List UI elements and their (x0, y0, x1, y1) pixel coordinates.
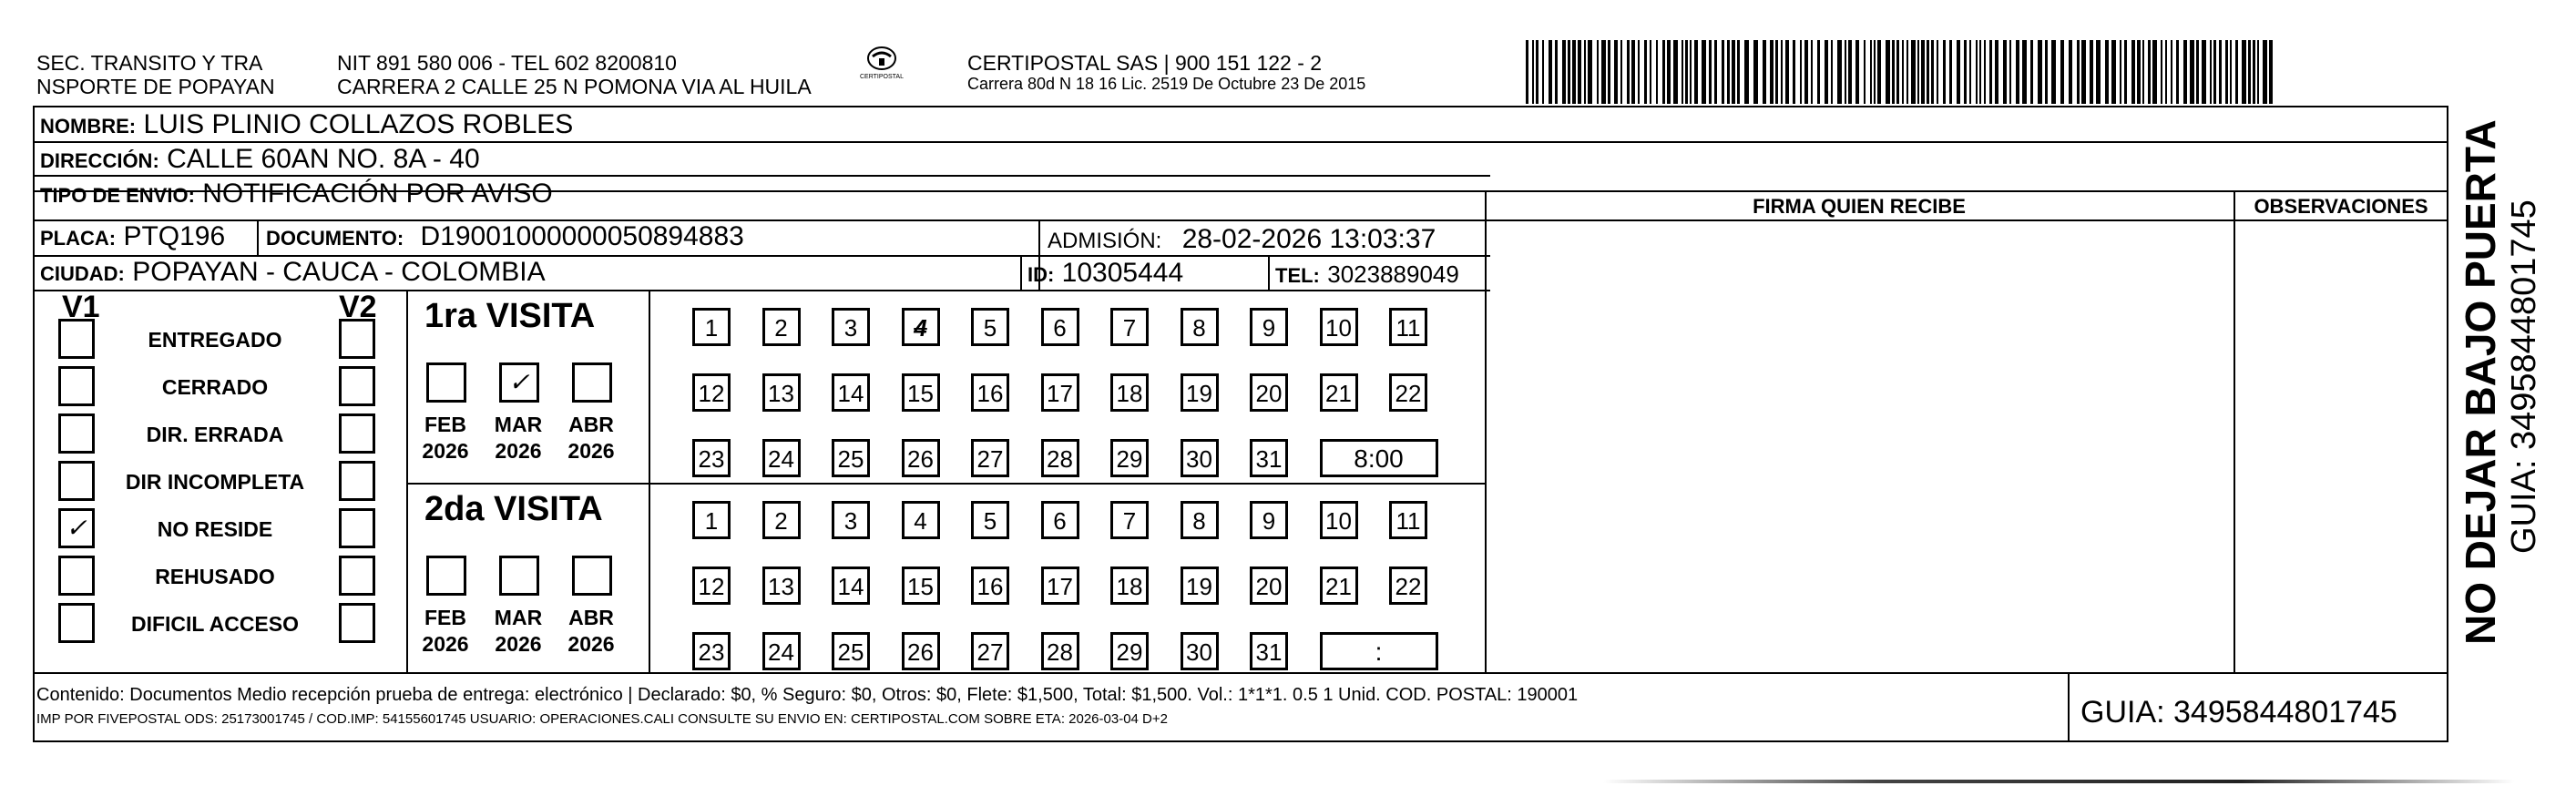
visit1-day-box[interactable]: 14 (832, 373, 870, 412)
name-field (40, 111, 573, 138)
visit1-day-box[interactable]: 5 (971, 308, 1009, 346)
tel-value: 3023889049 (1327, 260, 1459, 288)
v2-checkbox-2[interactable] (339, 366, 375, 406)
tear-edge (1603, 780, 2514, 783)
visit2-month-label (414, 605, 477, 658)
visit2-day-box[interactable]: 13 (762, 567, 801, 605)
v2-checkbox-1[interactable] (339, 319, 375, 359)
type-value: NOTIFICACIÓN POR AVISO (202, 179, 553, 209)
visit1-day-box[interactable]: 21 (1320, 373, 1358, 412)
address-label: DIRECCIÓN: (40, 149, 159, 172)
visit1-day-box[interactable]: 20 (1250, 373, 1288, 412)
visit2-day-box[interactable]: 24 (762, 632, 801, 670)
visit2-month-year: 2026 (495, 631, 542, 656)
signature-header: FIRMA QUIEN RECIBE (1753, 195, 1966, 218)
visit2-day-box[interactable]: 20 (1250, 567, 1288, 605)
courier-license: Carrera 80d N 18 16 Lic. 2519 De Octubre 23 De 2015 (967, 75, 1366, 94)
visit1-day-box[interactable]: 31 (1250, 439, 1288, 477)
status-option-label: CERRADO (161, 375, 269, 399)
visit2-month-box-abr[interactable] (572, 556, 612, 596)
visit1-day-box[interactable]: 7 (1110, 308, 1149, 346)
courier-logo-icon (864, 46, 900, 71)
v1-checkbox-7[interactable] (58, 603, 95, 643)
visit1-day-box[interactable]: 3 (832, 308, 870, 346)
admission-field (1048, 226, 1436, 253)
barcode (1526, 40, 2271, 104)
v2-checkbox-3[interactable] (339, 413, 375, 454)
visit2-day-box[interactable]: 17 (1041, 567, 1079, 605)
v2-checkbox-7[interactable] (339, 603, 375, 643)
v1-checkbox-4[interactable] (58, 461, 95, 501)
visit2-day-box[interactable]: 4 (902, 501, 940, 539)
visit1-day-box[interactable]: 25 (832, 439, 870, 477)
divider (257, 219, 259, 255)
id-field (1027, 260, 1183, 287)
city-value: POPAYAN - CAUCA - COLOMBIA (132, 257, 546, 287)
tel-label: TEL: (1275, 264, 1320, 287)
v1-checkbox-5[interactable] (58, 508, 95, 548)
visit1-day-box[interactable]: 22 (1389, 373, 1427, 412)
id-label: ID: (1027, 263, 1055, 286)
courier-name: CERTIPOSTAL SAS | 900 151 122 - 2 (967, 51, 1323, 75)
visit1-month-label (486, 412, 550, 464)
v1-checkbox-2[interactable] (58, 366, 95, 406)
visit2-day-box[interactable]: 16 (971, 567, 1009, 605)
tel-field (1275, 260, 1459, 288)
visit2-day-box[interactable]: 6 (1041, 501, 1079, 539)
visit1-day-box[interactable]: 19 (1181, 373, 1219, 412)
visit1-month-label (414, 412, 477, 464)
divider (406, 483, 1485, 485)
visit2-day-box[interactable]: 18 (1110, 567, 1149, 605)
status-option-label: ENTREGADO (148, 328, 282, 352)
admission-label: ADMISIÓN: (1048, 229, 1162, 253)
city-field (40, 259, 546, 286)
visit1-day-box[interactable]: 29 (1110, 439, 1149, 477)
name-label: NOMBRE: (40, 115, 137, 138)
status-option-label: DIR INCOMPLETA (125, 470, 305, 494)
side-guia: GUIA: 3495844801745 (2505, 199, 2543, 554)
plate-value: PTQ196 (123, 221, 226, 251)
divider (649, 290, 650, 672)
visit1-month-name: MAR (494, 413, 543, 436)
visit2-month-name: ABR (568, 606, 614, 629)
visit2-day-box[interactable]: 7 (1110, 501, 1149, 539)
visit2-day-box[interactable]: 31 (1250, 632, 1288, 670)
visit1-month-year: 2026 (495, 438, 542, 463)
divider (406, 290, 408, 672)
visit2-day-box[interactable]: 22 (1389, 567, 1427, 605)
sender-line1: SEC. TRANSITO Y TRA (36, 51, 263, 75)
visit1-title: 1ra VISITA (424, 297, 596, 335)
type-label: TIPO DE ENVIO: (40, 184, 195, 207)
visit2-day-box[interactable]: 11 (1389, 501, 1427, 539)
plate-field (40, 223, 225, 250)
divider (2234, 190, 2235, 673)
visit2-day-box[interactable]: 1 (692, 501, 731, 539)
visit2-month-year: 2026 (422, 631, 469, 656)
visit1-month-name: ABR (568, 413, 614, 436)
visit2-month-name: FEB (424, 606, 466, 629)
sender-contact (337, 51, 812, 99)
status-option-label: DIFICIL ACCESO (130, 612, 299, 636)
status-option-label: DIR. ERRADA (146, 423, 284, 446)
footer-imp-line: IMP POR FIVEPOSTAL ODS: 25173001745 / COD.IMP: 54155601745 USUARIO: OPERACIONES.CALI CONSULTE SU ENVIO EN: CERTIPOSTAL.COM SOBRE ETA: 2026-03-04 D+2 (36, 711, 1168, 727)
sender-address: CARRERA 2 CALLE 25 N POMONA VIA AL HUILA (337, 75, 812, 99)
visit1-day-box[interactable]: 8 (1181, 308, 1219, 346)
type-field (40, 180, 553, 208)
v1-checkbox-1[interactable] (58, 319, 95, 359)
status-option-label: NO RESIDE (157, 517, 273, 541)
courier-info (967, 51, 1365, 94)
document-value: D19001000000050894883 (420, 221, 744, 251)
visit1-month-box-mar[interactable] (499, 362, 539, 403)
visit2-day-box[interactable]: 5 (971, 501, 1009, 539)
visit1-day-box[interactable]: 18 (1110, 373, 1149, 412)
visit2-day-box[interactable]: 3 (832, 501, 870, 539)
visit2-day-box[interactable]: 10 (1320, 501, 1358, 539)
id-value: 10305444 (1061, 258, 1184, 288)
v2-checkbox-6[interactable] (339, 556, 375, 596)
document-field (266, 223, 744, 250)
divider (33, 672, 2448, 674)
visit2-day-box[interactable]: 15 (902, 567, 940, 605)
v2-label: V2 (339, 290, 377, 324)
sender-line2: NSPORTE DE POPAYAN (36, 75, 275, 99)
status-option-label: REHUSADO (155, 565, 275, 588)
visit1-month-year: 2026 (567, 438, 615, 463)
visit1-day-box[interactable]: 24 (762, 439, 801, 477)
v1-checkbox-3[interactable] (58, 413, 95, 454)
visit2-month-label (559, 605, 623, 658)
visit1-month-box-abr[interactable] (572, 362, 612, 403)
visit1-month-name: FEB (424, 413, 466, 436)
side-warning: NO DEJAR BAJO PUERTA (2457, 119, 2504, 645)
v2-checkbox-5[interactable] (339, 508, 375, 548)
visit2-day-box[interactable]: 29 (1110, 632, 1149, 670)
visit1-day-box[interactable]: 27 (971, 439, 1009, 477)
visit1-day-box[interactable]: 9 (1250, 308, 1288, 346)
check-mark-icon: ✓ (66, 514, 87, 542)
city-label: CIUDAD: (40, 262, 125, 285)
visit1-day-box[interactable]: 6 (1041, 308, 1079, 346)
visit2-month-name: MAR (494, 606, 543, 629)
visit2-day-box[interactable]: 23 (692, 632, 731, 670)
visit1-day-box[interactable]: 23 (692, 439, 731, 477)
visit2-time-box[interactable]: : (1320, 632, 1438, 670)
footer-guia: GUIA: 3495844801745 (2080, 695, 2397, 730)
visit1-day-box[interactable]: 15 (902, 373, 940, 412)
visit1-day-box[interactable]: 10 (1320, 308, 1358, 346)
v2-checkbox-4[interactable] (339, 461, 375, 501)
visit2-day-box[interactable]: 9 (1250, 501, 1288, 539)
divider (33, 290, 1490, 291)
divider (33, 141, 2448, 143)
visit2-day-box[interactable]: 30 (1181, 632, 1219, 670)
footer-content-line: Contenido: Documentos Medio recepción prueba de entrega: electrónico | Declarado: $0, % Seguro: $0, Otros: $0, Flete: $1,500, Total: $1,500. Vol.: 1*1*1. 0.5 1 Unid. COD. POSTAL: 190001 (36, 685, 1579, 705)
sender-nit: NIT 891 580 006 - TEL 602 8200810 (337, 51, 677, 75)
courier-logo-text: CERTIPOSTAL (860, 74, 904, 80)
courier-logo (847, 46, 916, 80)
v1-checkbox-6[interactable] (58, 556, 95, 596)
divider (1020, 255, 1022, 290)
visit2-day-box[interactable]: 26 (902, 632, 940, 670)
visit1-day-box[interactable]: 11 (1389, 308, 1427, 346)
visit2-month-box-feb[interactable] (426, 556, 466, 596)
divider (33, 175, 1490, 177)
visit1-month-label (559, 412, 623, 464)
visit2-day-box[interactable]: 27 (971, 632, 1009, 670)
divider (1268, 255, 1270, 290)
visit2-day-box[interactable]: 19 (1181, 567, 1219, 605)
visit2-day-box[interactable]: 12 (692, 567, 731, 605)
divider (2068, 672, 2070, 742)
visit2-day-box[interactable]: 2 (762, 501, 801, 539)
visit1-day-box[interactable]: 12 (692, 373, 731, 412)
visit2-month-box-mar[interactable] (499, 556, 539, 596)
v1-label: V1 (62, 290, 100, 324)
visit2-day-box[interactable]: 28 (1041, 632, 1079, 670)
visit1-day-box[interactable]: 2 (762, 308, 801, 346)
visit1-day-box[interactable]: 30 (1181, 439, 1219, 477)
divider (1485, 190, 1487, 673)
plate-label: PLACA: (40, 227, 117, 250)
visit1-time-box[interactable]: 8:00 (1320, 439, 1438, 477)
sender-name (36, 51, 275, 99)
visit2-day-box[interactable]: 21 (1320, 567, 1358, 605)
document-label: DOCUMENTO: (266, 227, 404, 250)
name-value: LUIS PLINIO COLLAZOS ROBLES (143, 109, 574, 139)
visit2-day-box[interactable]: 14 (832, 567, 870, 605)
visit2-title: 2da VISITA (424, 490, 603, 528)
visit1-day-box[interactable]: 17 (1041, 373, 1079, 412)
divider (33, 219, 2448, 221)
check-mark-icon: ✓ (508, 368, 530, 396)
visit1-month-box-feb[interactable] (426, 362, 466, 403)
visit1-day-box[interactable]: 1 (692, 308, 731, 346)
visit1-day-box[interactable]: 13 (762, 373, 801, 412)
visit2-month-year: 2026 (567, 631, 615, 656)
visit1-month-year: 2026 (422, 438, 469, 463)
visit2-day-box[interactable]: 25 (832, 632, 870, 670)
address-field (40, 146, 480, 173)
visit1-day-box[interactable]: 16 (971, 373, 1009, 412)
visit1-day-box[interactable]: 4 (902, 308, 940, 346)
observations-header: OBSERVACIONES (2254, 195, 2428, 218)
visit1-day-box[interactable]: 26 (902, 439, 940, 477)
address-value: CALLE 60AN NO. 8A - 40 (167, 144, 480, 174)
admission-value: 28-02-2026 13:03:37 (1181, 224, 1436, 254)
visit1-day-box[interactable]: 28 (1041, 439, 1079, 477)
visit2-day-box[interactable]: 8 (1181, 501, 1219, 539)
visit2-month-label (486, 605, 550, 658)
